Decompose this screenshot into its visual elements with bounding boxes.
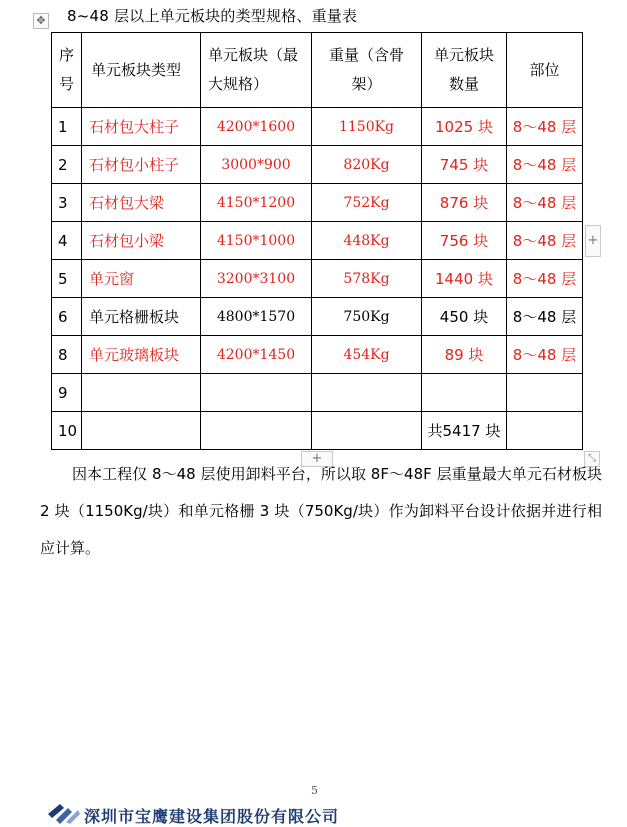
table-row	[52, 260, 583, 298]
cell-qty: 745 块	[422, 146, 507, 184]
cell-size: 3000*900	[201, 146, 312, 184]
cell-type: 石材包小梁	[82, 222, 201, 260]
cell-size: 4200*1600	[201, 108, 312, 146]
cell-type: 单元格栅板块	[82, 298, 201, 336]
cell-size: 4150*1200	[201, 184, 312, 222]
cell-type: 石材包大梁	[82, 184, 201, 222]
spec-table	[51, 32, 583, 450]
cell-qty: 756 块	[422, 222, 507, 260]
cell-weight: 448Kg	[312, 222, 422, 260]
cell-no: 3	[52, 184, 82, 222]
cell-size	[201, 374, 312, 412]
body-paragraph: 因本工程仅 8～48 层使用卸料平台，所以取 8F～48F 层重量最大单元石材板块2 块（1150Kg/块）和单元格栅 3 块（750Kg/块）作为卸料平台设计依据并进行相应计算。	[40, 465, 602, 557]
cell-qty: 1025 块	[422, 108, 507, 146]
cell-size	[201, 412, 312, 450]
add-column-button[interactable]	[585, 225, 601, 257]
resize-icon: ⤡	[588, 453, 596, 464]
header-qty: 单元板块数量	[422, 33, 507, 108]
cell-part	[507, 374, 583, 412]
footer	[48, 800, 368, 824]
cell-part: 8～48 层	[507, 184, 583, 222]
move-icon: ✥	[36, 14, 46, 27]
cell-part: 8～48 层	[507, 260, 583, 298]
cell-size: 3200*3100	[201, 260, 312, 298]
table-row	[52, 222, 583, 260]
table-row	[52, 146, 583, 184]
cell-no: 2	[52, 146, 82, 184]
cell-no: 6	[52, 298, 82, 336]
cell-weight: 578Kg	[312, 260, 422, 298]
cell-weight: 820Kg	[312, 146, 422, 184]
cell-part	[507, 412, 583, 450]
cell-no: 1	[52, 108, 82, 146]
cell-qty: 1440 块	[422, 260, 507, 298]
cell-type: 石材包大柱子	[82, 108, 201, 146]
cell-no: 4	[52, 222, 82, 260]
cell-size: 4200*1450	[201, 336, 312, 374]
table-row	[52, 184, 583, 222]
cell-type	[82, 412, 201, 450]
table-row	[52, 412, 583, 450]
cell-type: 单元窗	[82, 260, 201, 298]
cell-qty: 共5417 块	[422, 412, 507, 450]
cell-qty: 876 块	[422, 184, 507, 222]
cell-qty: 450 块	[422, 298, 507, 336]
cell-type: 单元玻璃板块	[82, 336, 201, 374]
cell-part: 8～48 层	[507, 336, 583, 374]
table-move-handle[interactable]	[33, 13, 49, 29]
cell-no: 10	[52, 412, 82, 450]
cell-part: 8～48 层	[507, 222, 583, 260]
cell-weight: 454Kg	[312, 336, 422, 374]
cell-type	[82, 374, 201, 412]
table-caption: 8~48 层以上单元板块的类型规格、重量表	[67, 7, 358, 25]
company-name: 深圳市宝鹰建设集团股份有限公司	[84, 807, 340, 826]
table-header-row	[52, 33, 583, 108]
cell-part: 8～48 层	[507, 146, 583, 184]
cell-size: 4800*1570	[201, 298, 312, 336]
page-number: 5	[311, 784, 318, 797]
cell-part: 8～48 层	[507, 108, 583, 146]
cell-weight	[312, 412, 422, 450]
header-type: 单元板块类型	[82, 33, 201, 108]
cell-type: 石材包小柱子	[82, 146, 201, 184]
cell-qty	[422, 374, 507, 412]
header-size: 单元板块（最大规格）	[201, 33, 312, 108]
cell-weight: 750Kg	[312, 298, 422, 336]
header-part: 部位	[507, 33, 583, 108]
cell-no: 9	[52, 374, 82, 412]
cell-part: 8～48 层	[507, 298, 583, 336]
table-row	[52, 336, 583, 374]
cell-qty: 89 块	[422, 336, 507, 374]
table-row	[52, 108, 583, 146]
cell-weight	[312, 374, 422, 412]
header-no: 序号	[52, 33, 82, 108]
company-logo-icon	[48, 802, 80, 824]
cell-no: 8	[52, 336, 82, 374]
plus-icon: +	[311, 451, 323, 466]
cell-weight: 752Kg	[312, 184, 422, 222]
cell-size: 4150*1000	[201, 222, 312, 260]
header-weight: 重量（含骨架）	[312, 33, 422, 108]
cell-weight: 1150Kg	[312, 108, 422, 146]
table-row	[52, 298, 583, 336]
table-row	[52, 374, 583, 412]
cell-no: 5	[52, 260, 82, 298]
plus-icon: +	[587, 233, 599, 248]
